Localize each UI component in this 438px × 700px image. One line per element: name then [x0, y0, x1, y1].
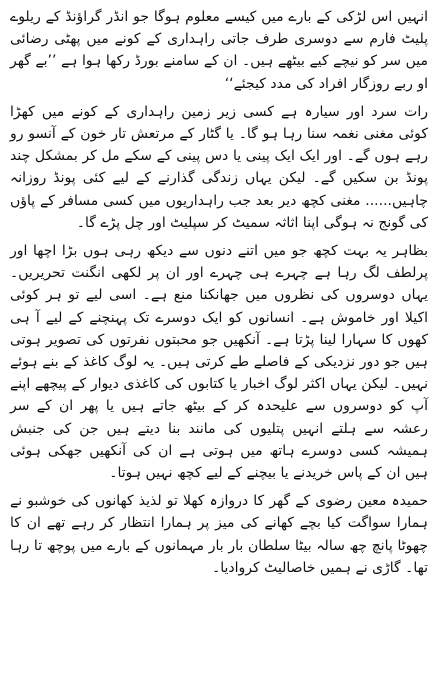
- paragraph-2: رات سرد اور سیارہ ہے کسی زیر زمین راہداری کے کونے میں کھڑا کوئی مغنی نغمہ سنا رہا ہو گا۔ یا گٹار کے مرتعش تار خون کے آنسو رو رہے ہوں گے۔ اور ایک ایک پینی یا دس پینی کے سکے مل کر بمشکل چند پونڈ بن سکیں گے۔ لیکن یہاں زندگی گذارنے کے لیے کئی پونڈ روزانہ چاہیں...... مغنی کچھ دیر بعد جب راہداریوں میں کسی مسافر کے پاؤں کی گونج نہ ہوگی اپنا اثاثہ سمیٹ کر سپلیٹ اور چل پڑے گا۔: [10, 103, 428, 231]
- paragraph-1: انہیں اس لڑکی کے بارے میں کیسے معلوم ہوگا جو انڈر گراؤنڈ کے ریلوے پلیٹ فارم سے دوسری طرف جاتی راہداری کے کونے میں پھٹی رضائی میں سر کو نیچے کیے بیٹھے ہیں۔ ان کے سامنے بورڈ رکھا ہوا ہے ’’بے گھر او ربے روزگار افراد کی مدد کیجئے‘‘: [10, 9, 428, 92]
- paragraph-3: بظاہر یہ بہت کچھ جو میں اتنے دنوں سے دیکھ رہی ہوں بڑا اچھا اور پرلطف لگ رہا ہے چہرے ہی چہرے اور ان پر لکھی انگنت تحریریں۔ یہاں دوسروں کی نظروں میں جھانکنا منع ہے۔ اسی لیے تو ہر کوئی اکیلا اور خاموش ہے۔ انسانوں کو ایک دوسرے تک پہنچنے کے لیے آ ہی کھوں کا سہارا لینا پڑتا ہے۔ آنکھیں جو محبتوں نفرتوں کی تصویر ہوتی ہیں جو دور نزدیکی کے فاصلے طے کرتی ہیں۔ یہ لوگ کاغذ کے بنے ہوئے نہیں۔ لیکن یہاں اکثر لوگ اخبار یا کتابوں کی کاغذی دیوار کے پیچھے اپنے آپ کو دوسروں سے علیحدہ کر کے بیٹھ جاتے ہیں یا پھر ان کے سر رعشہ سے ہلتے انہیں پتلیوں کی مانند بنا دیتے ہیں جن کی جنبش ہمیشہ کسی دوسرے ہاتھ میں ہوتی ہے ان کی آنکھیں جھکی ہوئی ہیں ان کے پاس خریدنے یا بیچنے کے لیے کچھ نہیں ہوتا۔: [10, 243, 428, 482]
- paragraph-4: حمیدہ معین رضوی کے گھر کا دروازہ کھلا تو لذیذ کھانوں کی خوشبو نے ہمارا سواگت کیا بچے کھانے کی میز پر ہمارا انتظار کر رہے تھے ان کا چھوٹا پانچ چھ سالہ بیٹا سلطان بار بار مہمانوں کے بارے میں پوچھ تا رہا تھا۔ گاڑی نے ہمیں خاصالیٹ کروادیا۔: [10, 493, 428, 576]
